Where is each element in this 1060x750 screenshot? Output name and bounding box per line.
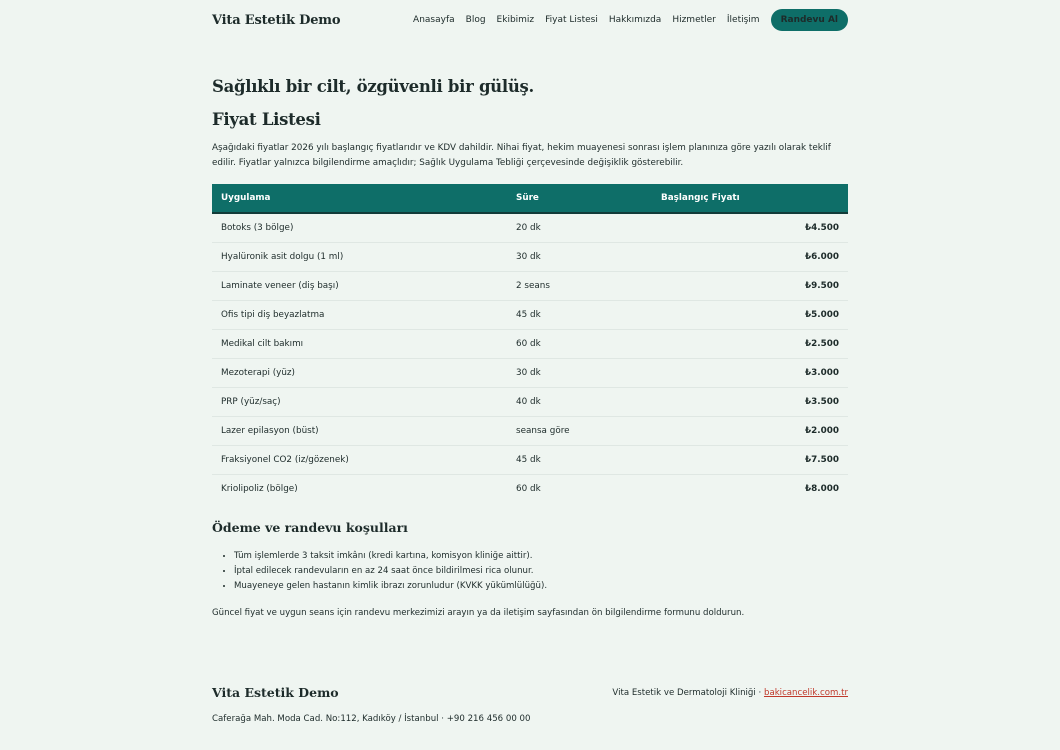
col-header-sure: Süre <box>507 184 652 213</box>
cell-fiyat: ₺8.000 <box>805 484 839 494</box>
main-content <box>212 77 848 618</box>
cell-uygulama: Lazer epilasyon (büst) <box>212 417 507 446</box>
cell-sure: 60 dk <box>507 330 652 359</box>
cell-fiyat: ₺3.500 <box>652 388 848 417</box>
table-row <box>212 417 848 446</box>
nav-ekibimiz[interactable]: Ekibimiz <box>496 15 535 25</box>
cell-uygulama: Mezoterapi (yüz) <box>212 359 507 388</box>
hero-heading: Sağlıklı bir cilt, özgüvenli bir gülüş. <box>212 77 534 96</box>
footer-website-link[interactable]: bakicancelik.com.tr <box>763 687 848 698</box>
cell-sure: 45 dk <box>507 301 652 330</box>
table-row <box>212 475 848 504</box>
cell-sure: 2 seans <box>507 272 652 301</box>
cell-uygulama: Hyalüronik asit dolgu (1 ml) <box>212 243 507 272</box>
footer-address: Caferağa Mah. Moda Cad. No:112, Kadıköy / İstanbul · +90 216 456 00 00 <box>212 714 531 724</box>
cell-uygulama: PRP (yüz/saç) <box>212 388 507 417</box>
price-table <box>212 184 848 503</box>
brand-logo[interactable]: Vita Estetik Demo <box>212 12 341 28</box>
intro-text: Aşağıdaki fiyatlar 2026 yılı başlangıç fiyatlarıdır ve KDV dahildir. Nihai fiyat, hekim muayenesi sonrası işlem planınıza göre yazılı olarak teklif edilir. Fiyatlar yalnızca bilgilendirme amaçlıdır; Sağlık Uygulama Tebliği çerçevesinde değişiklik gösterebilir. <box>212 143 831 168</box>
list-item: • Muayeneye gelen hastanın kimlik ibrazı zorunludur (KVKK yükümlülüğü). <box>234 579 848 594</box>
site-header <box>212 0 848 40</box>
cell-uygulama: Medikal cilt bakımı <box>212 330 507 359</box>
cell-sure: 30 dk <box>507 243 652 272</box>
footer-brand: Vita Estetik Demo <box>212 685 339 700</box>
cell-sure: 45 dk <box>507 446 652 475</box>
cell-sure: 20 dk <box>507 213 652 243</box>
table-row <box>212 272 848 301</box>
appointment-button[interactable]: Randevu Al <box>771 9 848 31</box>
cell-fiyat: ₺5.000 <box>652 301 848 330</box>
col-header-fiyat: Başlangıç Fiyatı <box>652 184 848 213</box>
table-row <box>212 388 848 417</box>
list-item: • İptal edilecek randevuların en az 24 saat önce bildirilmesi rica olunur. <box>234 564 848 579</box>
list-item: • Tüm işlemlerde 3 taksit imkânı (kredi kartına, komisyon kliniğe aittir). <box>234 549 848 564</box>
table-row <box>212 213 848 243</box>
cell-fiyat: ₺4.500 <box>652 213 848 243</box>
site-footer <box>212 685 848 724</box>
price-table-header <box>212 184 848 213</box>
col-header-uygulama: Uygulama <box>212 184 507 213</box>
price-table-body <box>212 213 848 503</box>
cell-sure: seansa göre <box>507 417 652 446</box>
table-row <box>212 446 848 475</box>
cell-sure: 60 dk <box>516 484 541 494</box>
page-title: Fiyat Listesi <box>212 110 321 129</box>
nav-blog[interactable]: Blog <box>465 15 486 25</box>
cell-fiyat: ₺2.000 <box>652 417 848 446</box>
contact-note: Güncel fiyat ve uygun seans için randevu merkezimizi arayın ya da iletişim sayfasından ön bilgilendirme formunu doldurun. <box>212 608 745 618</box>
nav-iletisim[interactable]: İletişim <box>726 15 760 25</box>
table-row <box>212 243 848 272</box>
footer-clinic <box>612 688 848 698</box>
main-nav <box>413 9 848 31</box>
table-row <box>212 330 848 359</box>
cell-uygulama: Fraksiyonel CO2 (iz/gözenek) <box>212 446 507 475</box>
nav-fiyat-listesi[interactable]: Fiyat Listesi <box>545 15 598 25</box>
nav-hizmetler[interactable]: Hizmetler <box>672 15 716 25</box>
table-row <box>212 301 848 330</box>
cell-uygulama: Laminate veneer (diş başı) <box>212 272 507 301</box>
cell-sure: 40 dk <box>507 388 652 417</box>
cell-sure: 30 dk <box>507 359 652 388</box>
table-row <box>212 359 848 388</box>
cell-fiyat: ₺6.000 <box>652 243 848 272</box>
cell-fiyat: ₺3.000 <box>652 359 848 388</box>
conditions-list <box>212 549 848 594</box>
conditions-heading: Ödeme ve randevu koşulları <box>212 520 408 535</box>
cell-fiyat: ₺9.500 <box>652 272 848 301</box>
cell-fiyat: ₺7.500 <box>652 446 848 475</box>
nav-anasayfa[interactable]: Anasayfa <box>413 15 455 25</box>
cell-uygulama: Ofis tipi diş beyazlatma <box>212 301 507 330</box>
nav-hakkimizda[interactable]: Hakkımızda <box>608 15 662 25</box>
page <box>212 0 848 724</box>
footer-clinic-name: Vita Estetik ve Dermatoloji Kliniği · <box>612 687 764 698</box>
cell-fiyat: ₺2.500 <box>652 330 848 359</box>
cell-uygulama: Botoks (3 bölge) <box>212 213 507 243</box>
cell-uygulama: Kriolipoliz (bölge) <box>221 484 298 494</box>
